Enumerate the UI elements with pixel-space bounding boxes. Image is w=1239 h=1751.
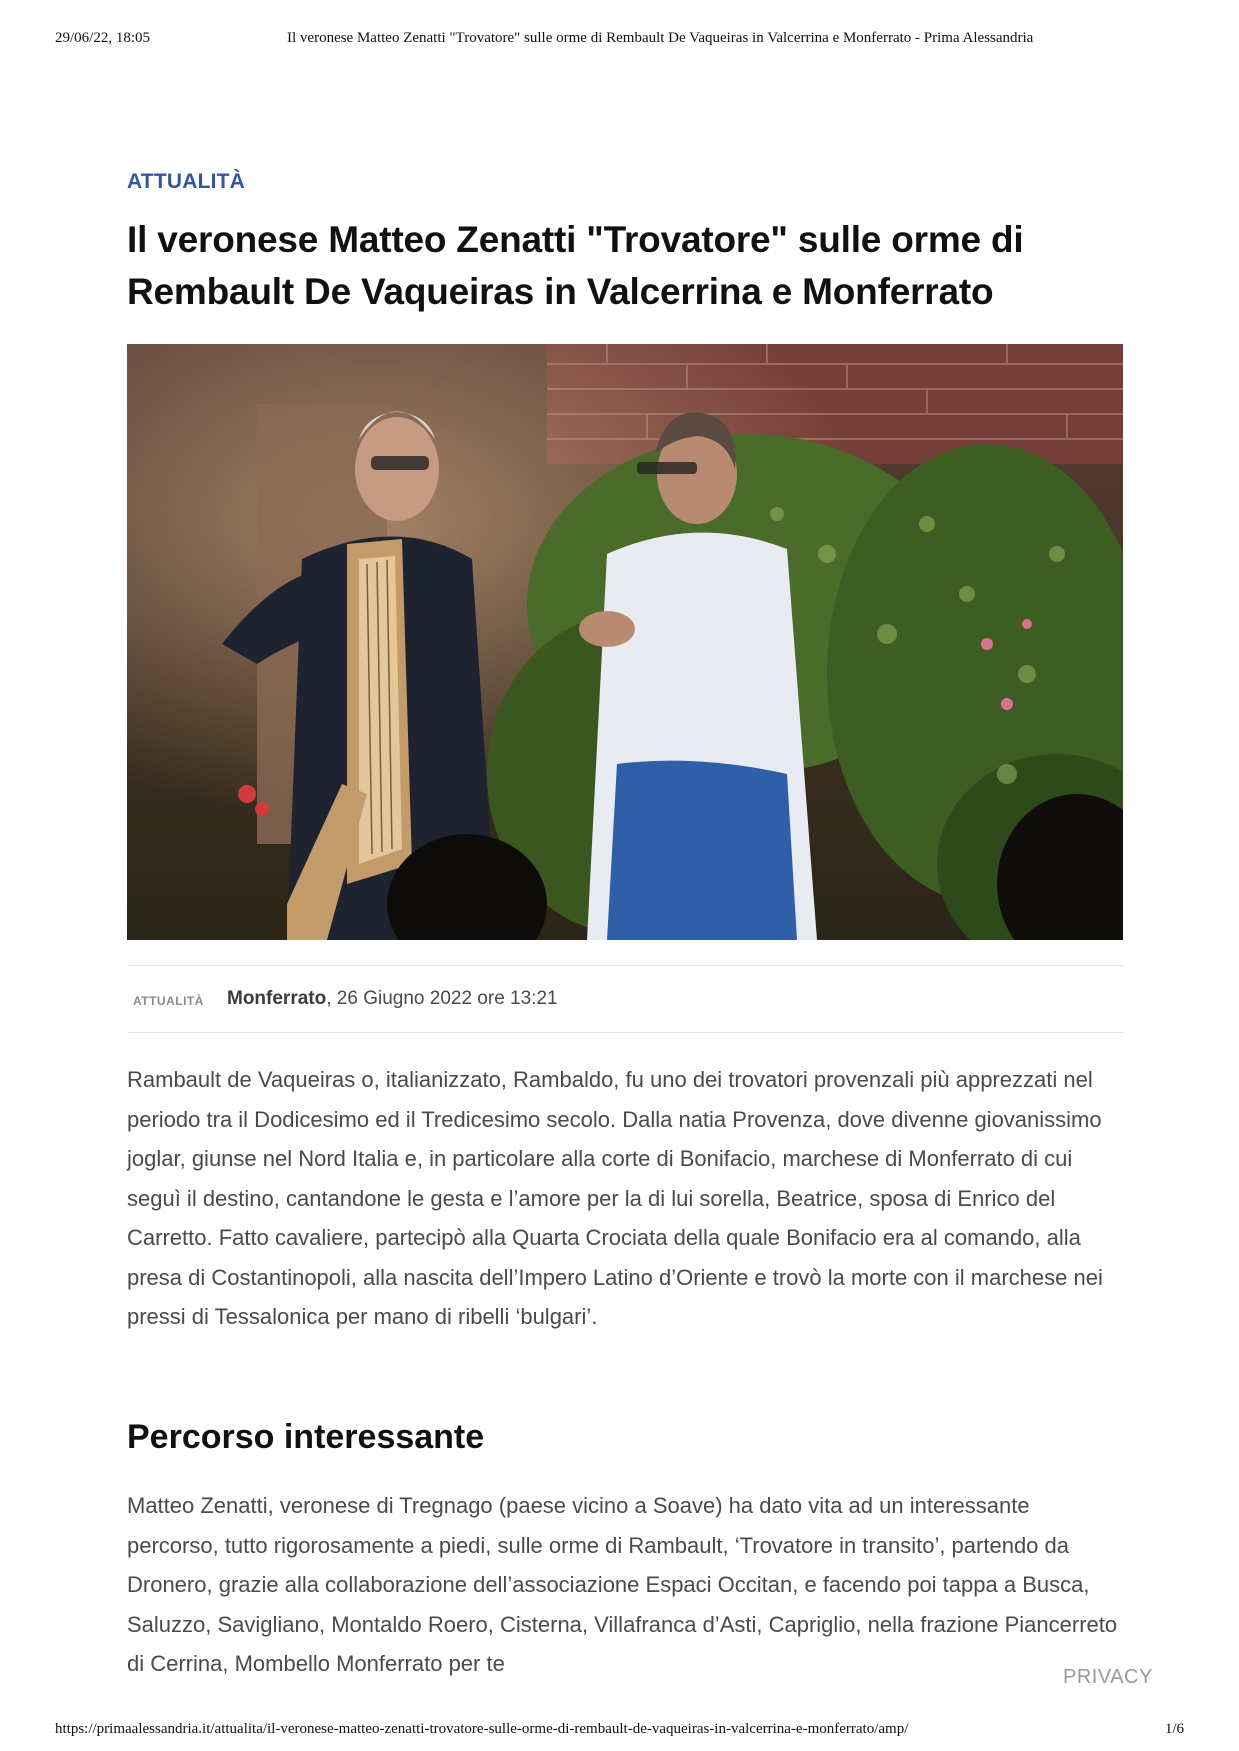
print-url: https://primaalessandria.it/attualita/il-veronese-matteo-zenatti-trovatore-sulle-orme-di-rembault-de-vaqueiras-in-valcerrina-e-monferrato/amp/ bbox=[55, 1721, 909, 1737]
subheading: Percorso interessante bbox=[127, 1418, 485, 1456]
print-datetime: 29/06/22, 18:05 bbox=[55, 30, 151, 46]
headline-line-2: Rembault De Vaqueiras in Valcerrina e Monferrato bbox=[127, 271, 994, 312]
print-page-number: 1/6 bbox=[1164, 1721, 1184, 1737]
headline-line-1: Il veronese Matteo Zenatti "Trovatore" sulle orme di bbox=[127, 219, 1024, 260]
paragraph-2: Matteo Zenatti, veronese di Tregnago (paese vicino a Soave) ha dato vita ad un interessante percorso, tutto rigorosamente a piedi, sulle orme di Rambault, ‘Trovatore in transito’, partendo da Dronero, grazie alla collaborazione dell’associazione Espaci Occitan, e facendo poi tappa a Busca, Saluzzo, Savigliano, Montaldo Roero, Cisterna, Villafranca d’Asti, Capriglio, nella frazione Piancerreto di Cerrina, Mombello Monferrato per te bbox=[127, 1493, 1118, 1676]
hero-photo-illustration bbox=[127, 344, 1123, 940]
meta-date: , 26 Giugno 2022 ore 13:21 bbox=[326, 988, 558, 1009]
privacy-button[interactable]: PRIVACY bbox=[1063, 1666, 1153, 1688]
paragraph-1: Rambault de Vaqueiras o, italianizzato, Rambaldo, fu uno dei trovatori provenzali più apprezzati nel periodo tra il Dodicesimo ed il Tredicesimo secolo. Dalla natia Provenza, dove divenne giovanissimo joglar, giunse nel Nord Italia e, in particolare alla corte di Bonifacio, marchese di Monferrato di cui seguì il destino, cantandone le gesta e l’amore per la di lui sorella, Beatrice, sposa di Enrico del Carretto. Fatto cavaliere, partecipò alla Quarta Crociata della quale Bonifacio era al comando, alla presa di Costantinopoli, alla nascita dell’Impero Latino d’Oriente e trovò la morte con il marchese nei pressi di Tessalonica per mano di ribelli ‘bulgari’. bbox=[127, 1067, 1103, 1329]
article-meta bbox=[127, 965, 1123, 1033]
article bbox=[127, 170, 1123, 1676]
meta-dateline bbox=[227, 988, 558, 1010]
headline bbox=[127, 214, 1123, 318]
print-page-title: Il veronese Matteo Zenatti "Trovatore" sulle orme di Rembault De Vaqueiras in Valcerrina e Monferrato - Prima Alessandria bbox=[287, 30, 1034, 46]
meta-category[interactable]: ATTUALITÀ bbox=[133, 994, 204, 1008]
hero-photo bbox=[127, 344, 1123, 940]
meta-location: Monferrato bbox=[227, 988, 327, 1009]
category-link[interactable]: ATTUALITÀ bbox=[127, 170, 246, 193]
